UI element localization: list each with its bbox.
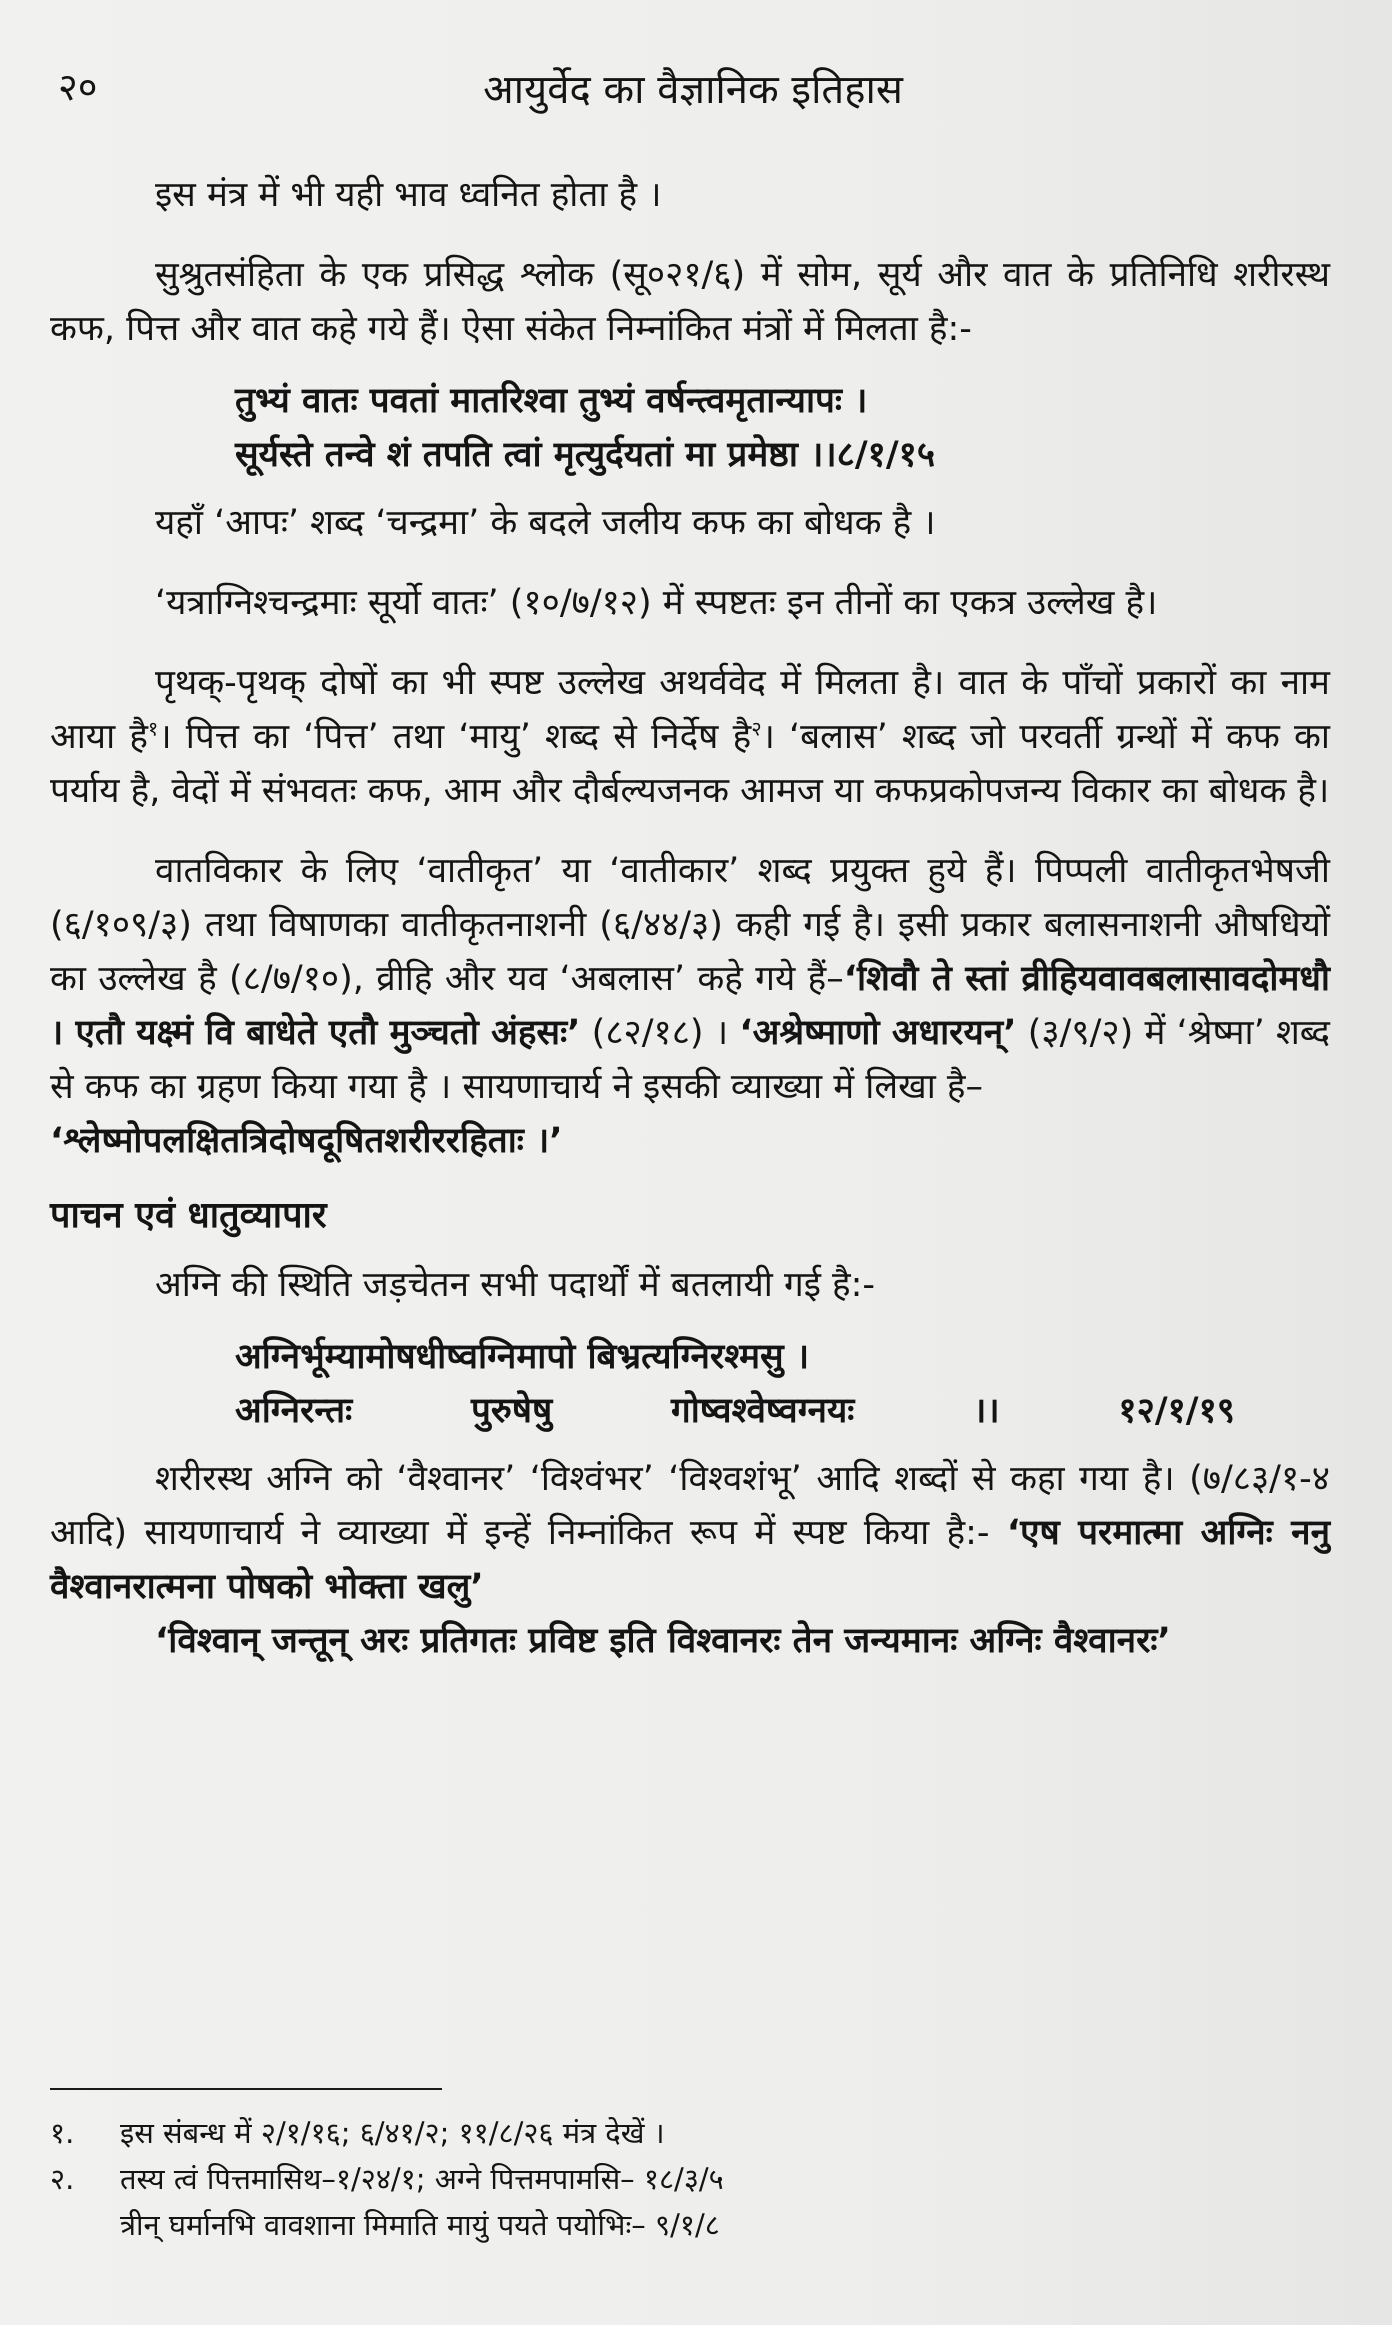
paragraph-5-text-a: पृथक्-पृथक् दोषों का भी स्पष्ट उल्लेख अथर्ववेद में मिलता है। वात के पाँचों प्रकारों का नाम आया है xyxy=(50,663,1330,757)
verse-2-danda: ।। xyxy=(973,1391,1000,1431)
paragraph-5 xyxy=(50,656,1330,818)
paragraph-6-text-c: (८२/१८) । xyxy=(580,1013,740,1053)
page-body xyxy=(50,168,1330,1668)
paragraph-4: ‘यत्राग्निश्चन्द्रमाः सूर्यो वातः’ (१०/७/१२) में स्पष्टतः इन तीनों का एकत्र उल्लेख है। xyxy=(155,583,1158,623)
footnotes xyxy=(50,2110,1330,2248)
paragraph-8-text-a: शरीरस्थ अग्नि को ‘वैश्वानर’ ‘विश्वंभर’ ‘विश्वशंभू’ आदि शब्दों से कहा गया है। (७/८३/१-४ आदि) सायणाचार्य ने व्याख्या में इन्हें निम्नांकित रूप में स्पष्ट किया है:- xyxy=(50,1459,1330,1553)
paragraph-6 xyxy=(50,844,1330,1168)
verse-2-word-3: गोष्वश्वेष्वग्नयः xyxy=(671,1391,855,1431)
footnote-2-number: २. xyxy=(50,2162,75,2196)
quote-vishvan-jantun: ‘विश्वान् जन्तून् अरः प्रतिगतः प्रविष्ट इति विश्वानरः तेन जन्यमानः अग्निः वैश्वानरः’ xyxy=(155,1621,1171,1661)
verse-block-1 xyxy=(235,374,1330,482)
footnote-divider xyxy=(50,2088,442,2090)
footnote-1-number: १. xyxy=(50,2116,75,2150)
footnote-1 xyxy=(50,2110,1330,2156)
paragraph-3: यहाँ ‘आपः’ शब्द ‘चन्द्रमा’ के बदले जलीय कफ का बोधक है । xyxy=(155,503,936,543)
quote-ashreshmano: ‘अश्रेष्माणो अधारयन्’ xyxy=(739,1013,1017,1053)
paragraph-8 xyxy=(50,1452,1330,1614)
verse-2-word-1: अग्निरन्तः xyxy=(235,1391,353,1431)
footnote-2-continuation: त्रीन् घर्मानभि वावशाना मिमाति मायुं पयते पयोभिः– ९/१/८ xyxy=(120,2208,720,2242)
quote-shivau: ‘शिवौ ते स्तां व्रीहियवावबलासावदोमधौ । एतौ यक्ष्मं वि बाधेते एतौ मुञ्चतो अंहसः’ xyxy=(50,959,1330,1053)
paragraph-6-text-e: (३/९/२) में ‘श्रेष्मा’ शब्द से कफ का ग्रहण किया गया है । सायणाचार्य ने इसकी व्याख्या में लिखा है– xyxy=(50,1013,1330,1107)
paragraph-2: सुश्रुतसंहिता के एक प्रसिद्ध श्लोक (सू०२१/६) में सोम, सूर्य और वात के प्रतिनिधि शरीरस्थ कफ, पित्त और वात कहे गये हैं। ऐसा संकेत निम्नांकित मंत्रों में मिलता है:- xyxy=(50,255,1330,349)
paragraph-6-text-a: वातविकार के लिए ‘वातीकृत’ या ‘वातीकार’ शब्द प्रयुक्त हुये हैं। पिप्पली वातीकृतभेषजी (६/१०९/३) तथा विषाणका वातीकृतनाशनी (६/४४/३) कही गई है। इसी प्रकार बलासनाशनी औषधियों का उल्लेख है (८/७/१०), व्रीहि और यव ‘अबलास’ कहे गये हैं– xyxy=(50,851,1330,999)
footnote-1-text: इस संबन्ध में २/१/१६; ६/४१/२; ११/८/२६ मंत्र देखें । xyxy=(120,2116,665,2150)
paragraph-5-text-c: । ‘बलास’ शब्द जो परवर्ती ग्रन्थों में कफ का पर्याय है, वेदों में संभवतः कफ, आम और दौर्बल्यजनक आमज या कफप्रकोपजन्य विकार का बोधक है। xyxy=(50,717,1330,811)
running-title: आयुर्वेद का वैज्ञानिक इतिहास xyxy=(483,67,903,113)
page-header xyxy=(58,60,1328,116)
verse-1-line-1: तुभ्यं वातः पवतां मातरिश्वा तुभ्यं वर्षन्त्वमृतान्यापः । xyxy=(235,381,868,421)
paragraph-9 xyxy=(50,1614,1330,1668)
paragraph-5-text-b: । पित्त का ‘पित्त’ तथा ‘मायु’ शब्द से निर्देष है xyxy=(158,717,752,757)
verse-block-2 xyxy=(235,1330,1330,1438)
page-number: २० xyxy=(58,65,98,109)
paragraph-7: अग्नि की स्थिति जड़चेतन सभी पदार्थों में बतलायी गई है:- xyxy=(155,1265,876,1305)
quote-esha-paramatma: ‘एष परमात्मा अग्निः ननु वैश्वानरात्मना पोषको भोक्ता खलु’ xyxy=(50,1513,1330,1607)
quote-shleshma: ‘श्लेष्मोपलक्षितत्रिदोषदूषितशरीररहिताः ।’ xyxy=(50,1121,563,1161)
verse-1-line-2: सूर्यस्ते तन्वे शं तपति त्वां मृत्युर्दयतां मा प्रमेष्ठा ।।८/१/१५ xyxy=(235,435,936,475)
section-heading: पाचन एवं धातुव्यापार xyxy=(50,1195,327,1236)
verse-2-reference: १२/१/१९ xyxy=(1118,1391,1235,1431)
footnote-ref-2: २ xyxy=(751,716,762,741)
footnote-ref-1: १ xyxy=(147,716,159,741)
verse-2-word-2: पुरुषेषु xyxy=(470,1391,553,1431)
footnote-2 xyxy=(50,2156,1330,2202)
verse-2-line-2 xyxy=(235,1384,1235,1438)
paragraph-1: इस मंत्र में भी यही भाव ध्वनित होता है । xyxy=(155,175,662,215)
footnote-2-text: तस्य त्वं पित्तमासिथ–१/२४/१; अग्ने पित्तमपामसि– १८/३/५ xyxy=(120,2162,724,2196)
verse-2-line-1: अग्निर्भूम्यामोषधीष्वग्निमापो बिभ्रत्यग्निरश्मसु । xyxy=(235,1337,810,1377)
